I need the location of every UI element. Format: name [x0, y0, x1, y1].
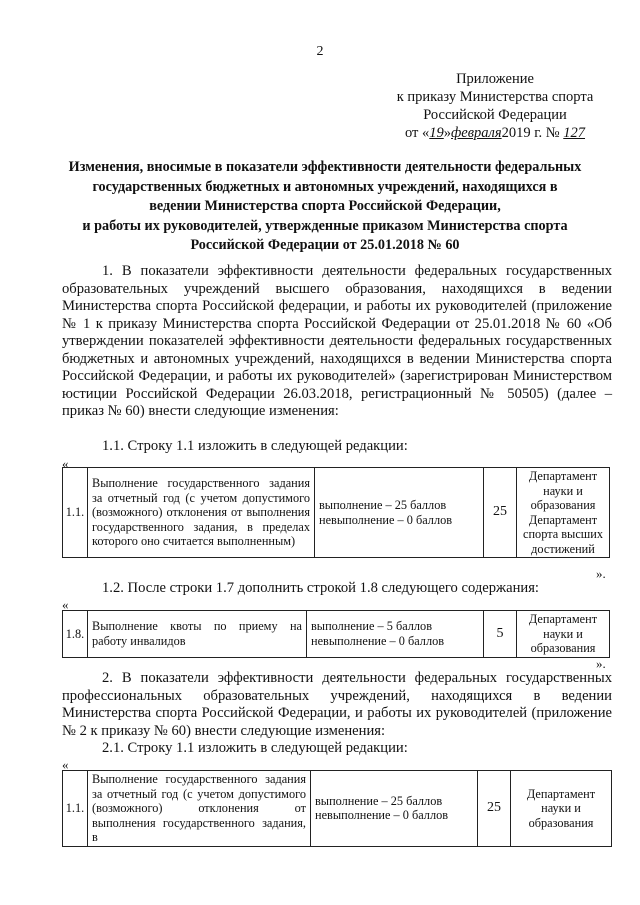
year-text: 2019 г. №	[501, 125, 560, 141]
department: Департамент науки и образования	[517, 611, 610, 658]
criteria-line: выполнение – 25 баллов	[319, 498, 447, 512]
indicator-name: Выполнение государственного задания за отчетный год (с учетом допустимого (возможного) отклонения от выполнения государственного задания, в пределах которого оно считается выполненным)	[88, 468, 315, 558]
paragraph-1: 1. В показатели эффективности деятельности федеральных государственных образовательных учреждений высшего образования, находящихся в ведении Министерства спорта Российской федерации, и работы их руководителей (приложение № 1 к приказу Министерства спорта Российской Федерации от 25.01.2018 № 60 «Об утверждении показателей эффективности деятельности федеральных государственных бюджетных и автономных учреждений, находящихся в ведении Министерства спорта Российской Федерации, и работы их руководителей» (зарегистрирован Министерством юстиции Российской Федерации 26.03.2018, регистрационный № 50505) (далее – приказ № 60) внести следующие изменения:	[62, 263, 612, 419]
score: 5	[484, 611, 517, 658]
document-title	[40, 158, 610, 256]
quote-open: «	[62, 456, 69, 471]
subitem-2-1: 2.1. Строку 1.1 изложить в следующей редакции:	[102, 740, 408, 756]
quote-close: »	[443, 125, 452, 141]
handwritten-number: 127	[563, 125, 586, 141]
appendix-line: к приказу Министерства спорта	[396, 89, 594, 105]
criteria-line: невыполнение – 0 баллов	[311, 633, 445, 648]
subitem-1-1: 1.1. Строку 1.1 изложить в следующей редакции:	[102, 438, 408, 454]
criteria-line: выполнение – 25 баллов	[315, 793, 443, 808]
appendix-date-line	[370, 124, 620, 142]
appendix-line: Российской Федерации	[423, 107, 567, 123]
row-number: 1.8.	[63, 611, 88, 658]
row-number: 1.1.	[63, 771, 88, 847]
paragraph-2: 2. В показатели эффективности деятельности федеральных государственных профессиональных образовательных учреждений, находящихся в ведении Министерства спорта Российской Федерации, и работы их руководителей (приложение № 2 к приказу № 60) внести следующие изменения:	[62, 670, 612, 739]
department: Департамент науки и образования	[511, 771, 612, 847]
quote-open: «	[62, 597, 69, 612]
handwritten-day: 19	[429, 125, 444, 141]
department: Департамент науки и образования Департамент спорта высших достижений	[517, 468, 610, 558]
quote-close: ».	[596, 566, 606, 581]
from-label: от «	[404, 125, 430, 141]
appendix-header	[370, 70, 620, 142]
criteria	[311, 771, 478, 847]
subitem-1-2: 1.2. После строки 1.7 дополнить строкой 1.8 следующего содержания:	[102, 580, 539, 596]
page-number: 2	[316, 44, 324, 59]
row-number: 1.1.	[63, 468, 88, 558]
indicator-name: Выполнение квоты по приему на работу инвалидов	[88, 611, 307, 658]
appendix-line: Приложение	[456, 71, 534, 87]
table-row-2-1-1	[62, 770, 612, 847]
title-line: Российской Федерации от 25.01.2018 № 60	[190, 237, 460, 253]
score: 25	[478, 771, 511, 847]
handwritten-month: февраля	[451, 125, 502, 141]
table-row-1-8	[62, 610, 610, 658]
title-line: и работы их руководителей, утвержденные приказом Министерства спорта	[82, 217, 568, 234]
score: 25	[484, 468, 517, 558]
criteria	[307, 611, 484, 658]
criteria-line: невыполнение – 0 баллов	[319, 512, 453, 527]
title-line: государственных бюджетных и автономных учреждений, находящихся в	[92, 178, 558, 195]
title-line: Изменения, вносимые в показатели эффективности деятельности федеральных	[68, 159, 582, 175]
quote-open: «	[62, 757, 69, 772]
criteria-line: невыполнение – 0 баллов	[315, 808, 449, 823]
criteria-line: выполнение – 5 баллов	[311, 619, 432, 634]
table-row-1-1	[62, 467, 610, 558]
indicator-name: Выполнение государственного задания за отчетный год (с учетом допустимого (возможного) отклонения от выполнения государственного задания, в	[88, 771, 311, 847]
criteria	[315, 468, 484, 558]
title-line: ведении Министерства спорта Российской Федерации,	[149, 198, 501, 214]
quote-close: ».	[596, 656, 606, 671]
